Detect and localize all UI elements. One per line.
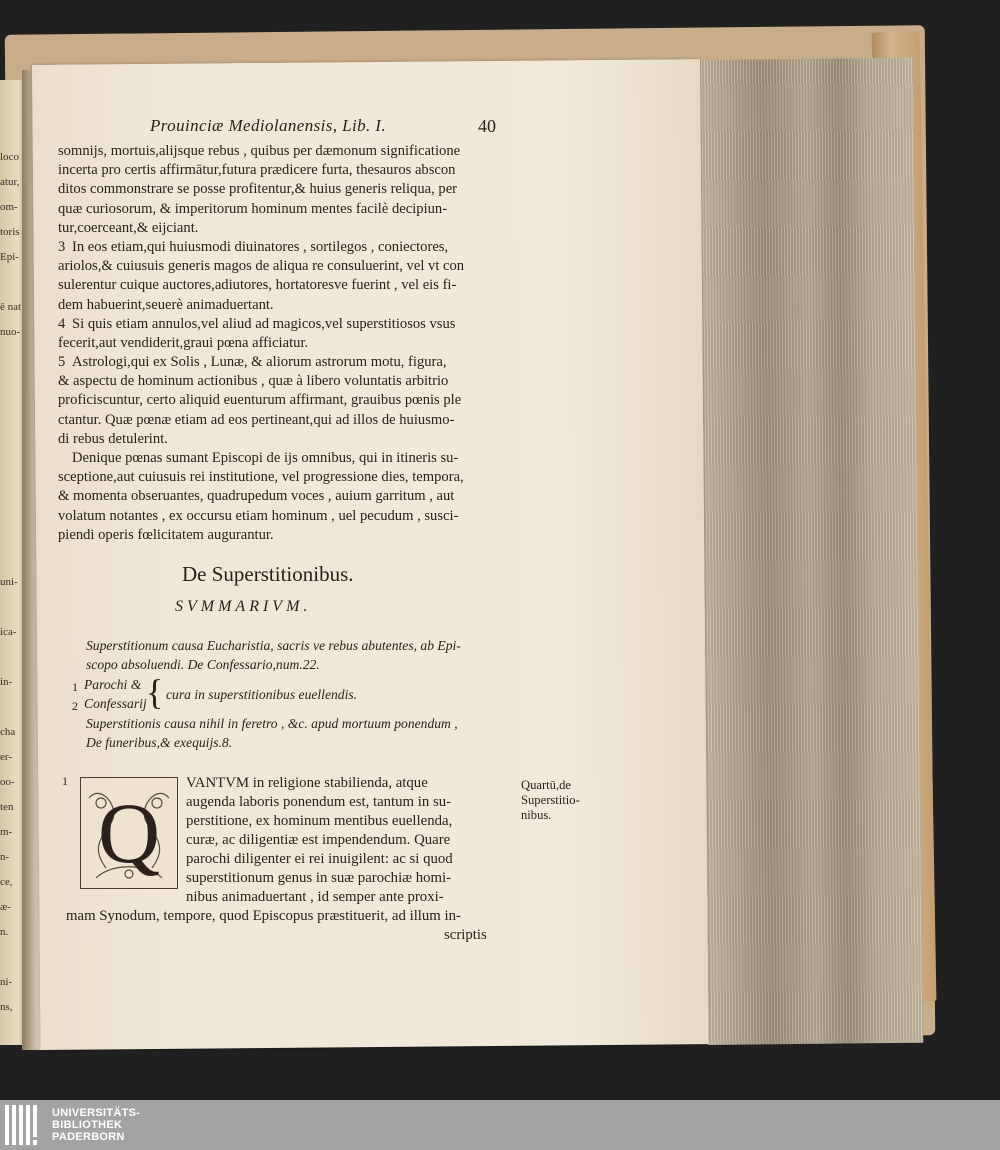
body-line	[58, 526, 510, 545]
summary-item-number: 2	[72, 699, 78, 713]
left-page-fragment	[0, 445, 24, 470]
page-edges	[698, 58, 923, 1045]
body-line-text: somnijs, mortuis,alijsque rebus , quibus per dæmonum significatione	[58, 143, 461, 159]
body-line-text: & momenta obseruantes, quadrupedum voces , auium garritum , aut	[58, 488, 455, 505]
left-page-fragment	[0, 345, 24, 370]
summary-line: De funeribus,& exequijs.8.	[86, 735, 233, 750]
left-page-fragment: atur,	[0, 176, 20, 188]
body-line	[58, 411, 510, 430]
logo-line: PADERBORN	[52, 1131, 125, 1143]
drop-cap-letter: Q	[97, 785, 161, 881]
left-page-fragment: oo-	[0, 776, 15, 788]
paragraph-line: perstitione, ex hominum mentibus euellenda,	[186, 813, 453, 829]
body-line-text: dem habuerint,seuerè animaduertant.	[58, 296, 274, 313]
body-line-text: Denique pœnas sumant Episcopi de ijs omnibus, qui in itineris su-	[72, 450, 459, 466]
body-line	[58, 449, 510, 468]
list-number: 5	[58, 354, 66, 371]
body-line-text: Astrologi,qui ex Solis , Lunæ, & aliorum astrorum motu, figura,	[72, 354, 447, 371]
paragraph-line: VANTVM in religione stabilienda, atque	[186, 775, 428, 791]
left-page-fragment: ten	[0, 801, 14, 813]
body-line-text: & aspectu de hominum actionibus , quæ à libero voluntatis arbitrio	[58, 373, 449, 390]
body-line	[58, 142, 510, 161]
left-page-fragment: m-	[0, 826, 13, 838]
body-line	[58, 238, 510, 257]
side-note	[521, 778, 580, 823]
left-page-fragment	[0, 495, 24, 520]
left-page-fragment	[0, 270, 24, 295]
left-page-fragment: n.	[0, 926, 9, 938]
left-page-fragment	[0, 545, 24, 570]
body-line-text: tur,coerceant,& eijciant.	[58, 219, 199, 236]
left-page-fragments	[0, 145, 24, 1013]
brace-icon: {	[146, 672, 164, 712]
page-number: 40	[478, 116, 496, 136]
paragraph-line: nibus animaduertant , id semper ante proxi-	[186, 889, 444, 905]
body-line-text: ditos commonstrare se posse profitentur,& huius generis reliqua, per	[58, 181, 458, 198]
footer-bar	[0, 1100, 1000, 1150]
body-line-text: volatum notantes , ex occursu etiam hominum , uel pecudum , susci-	[58, 507, 459, 524]
left-page-fragment: in-	[0, 676, 13, 688]
left-page-fragment	[0, 945, 24, 970]
body-line	[58, 487, 510, 506]
left-page-fragment	[0, 595, 24, 620]
left-page-fragment: uni-	[0, 576, 18, 588]
left-page-fragment: er-	[0, 751, 12, 763]
body-line	[58, 353, 510, 372]
body-line	[58, 391, 510, 410]
summary-line: scopo absoluendi. De Confessario,num.22.	[86, 657, 320, 672]
left-page-fragment: ce,	[0, 876, 13, 888]
body-line	[58, 276, 510, 295]
logo-line: BIBLIOTHEK	[52, 1119, 123, 1131]
body-line-text: sulerentur cuique auctores,adiutores, hortatoresve fuerint , vel eis fi-	[58, 277, 457, 294]
body-line	[58, 468, 510, 487]
left-page-fragment	[0, 520, 24, 545]
body-line	[58, 507, 510, 526]
summary-line: Superstitionis causa nihil in feretro , &c. apud mortuum ponendum ,	[86, 716, 458, 731]
body-line	[58, 296, 510, 315]
summary-item-text: cura in superstitionibus euellendis.	[166, 687, 358, 702]
logo-line: UNIVERSITÄTS-	[52, 1107, 141, 1119]
body-line-text: ariolos,& cuiusuis generis magos de aliqua re consuluerint, vel vt con	[58, 258, 465, 275]
paragraph-line: scriptis	[444, 927, 487, 943]
left-page-fragment: ica-	[0, 626, 17, 638]
left-page-fragment: loco	[0, 151, 19, 163]
library-logo-icon	[5, 1105, 45, 1145]
paragraph-line: mam Synodum, tempore, quod Episcopus præstituerit, ad illum in-	[66, 908, 461, 924]
section-heading: De Superstitionibus.	[182, 562, 354, 586]
summary-item-number: 1	[72, 680, 78, 694]
left-page-fragment: ni-	[0, 976, 13, 988]
list-number: 4	[58, 315, 66, 332]
left-page-fragment: cha	[0, 726, 16, 738]
body-line-text: fecerit,aut vendiderit,graui pœna afficiatur.	[58, 334, 309, 351]
paragraph-marker: 1	[62, 774, 68, 788]
body-line-text: quæ curiosorum, & imperitorum hominum mentes facilè decipiun-	[58, 200, 448, 217]
side-note-line: Quartū,de	[521, 778, 572, 792]
left-page-fragment: om-	[0, 201, 18, 213]
body-text	[58, 142, 510, 545]
body-line-text: Si quis etiam annulos,vel aliud ad magicos,vel superstitiosos vsus	[72, 315, 456, 332]
summary-title: SVMMARIVM.	[175, 598, 312, 615]
body-line	[58, 200, 510, 219]
paragraph-line: augenda laboris ponendum est, tantum in su-	[186, 794, 452, 810]
left-page-fragment: æ-	[0, 901, 11, 913]
body-line-text: proficiscuntur, certo aliquid euenturum affirmant, grauibus pœnis ple	[58, 392, 462, 409]
drop-cap-ornament	[80, 777, 178, 889]
left-page-fragment	[0, 395, 24, 420]
summary-item-label: Confessarij	[84, 696, 147, 711]
body-line-text: sceptione,aut cuiusuis rei institutione, vel progressione dies, tempora,	[58, 469, 464, 486]
body-line	[58, 180, 510, 199]
left-page-fragment: Epi-	[0, 251, 19, 263]
summary-item-label: Parochi &	[84, 677, 142, 692]
left-page-fragment	[0, 420, 24, 445]
body-line	[58, 372, 510, 391]
body-line	[58, 315, 510, 334]
side-note-line: Superstitio-	[521, 793, 580, 807]
body-line-text: di rebus detulerint.	[58, 430, 168, 447]
body-line	[58, 219, 510, 238]
side-note-line: nibus.	[521, 808, 552, 822]
left-page-fragment: ns,	[0, 1001, 13, 1013]
body-line	[58, 334, 510, 353]
body-line-text: In eos etiam,qui huiusmodi diuinatores , sortilegos , coniectores,	[72, 238, 449, 255]
paragraph-line: parochi diligenter ei rei inuigilent: ac si quod	[186, 851, 453, 867]
left-page-fragment: n-	[0, 851, 10, 863]
body-line	[58, 257, 510, 276]
left-page-fragment	[0, 645, 24, 670]
running-head: Prouinciæ Mediolanensis, Lib. I.	[150, 116, 386, 135]
left-page-fragment	[0, 370, 24, 395]
library-logo-text	[52, 1107, 140, 1143]
left-page-fragment	[0, 470, 24, 495]
body-line-text: piendi operis fœlicitatem augurantur.	[58, 526, 274, 543]
left-page-fragment: ē nat	[0, 301, 22, 313]
body-line	[58, 430, 510, 449]
paragraph-line: superstitionum genus in suæ parochiæ homi-	[186, 870, 452, 886]
left-page-fragment: nuo-	[0, 326, 21, 338]
list-number: 3	[58, 238, 66, 255]
summary-line: Superstitionum causa Eucharistia, sacris ve rebus abutentes, ab Epi-	[86, 638, 461, 653]
body-line	[58, 161, 510, 180]
left-page-fragment: toris	[0, 226, 20, 238]
body-line-text: ctantur. Quæ pœnæ etiam ad eos pertineant,qui ad illos de huiusmo-	[58, 411, 455, 428]
left-page-fragment	[0, 695, 24, 720]
body-line-text: incerta pro certis affirmātur,futura prædicere furta, thesauros abscon	[58, 162, 456, 179]
paragraph-line: curæ, ac diligentiæ est impendendum. Quare	[186, 832, 451, 848]
